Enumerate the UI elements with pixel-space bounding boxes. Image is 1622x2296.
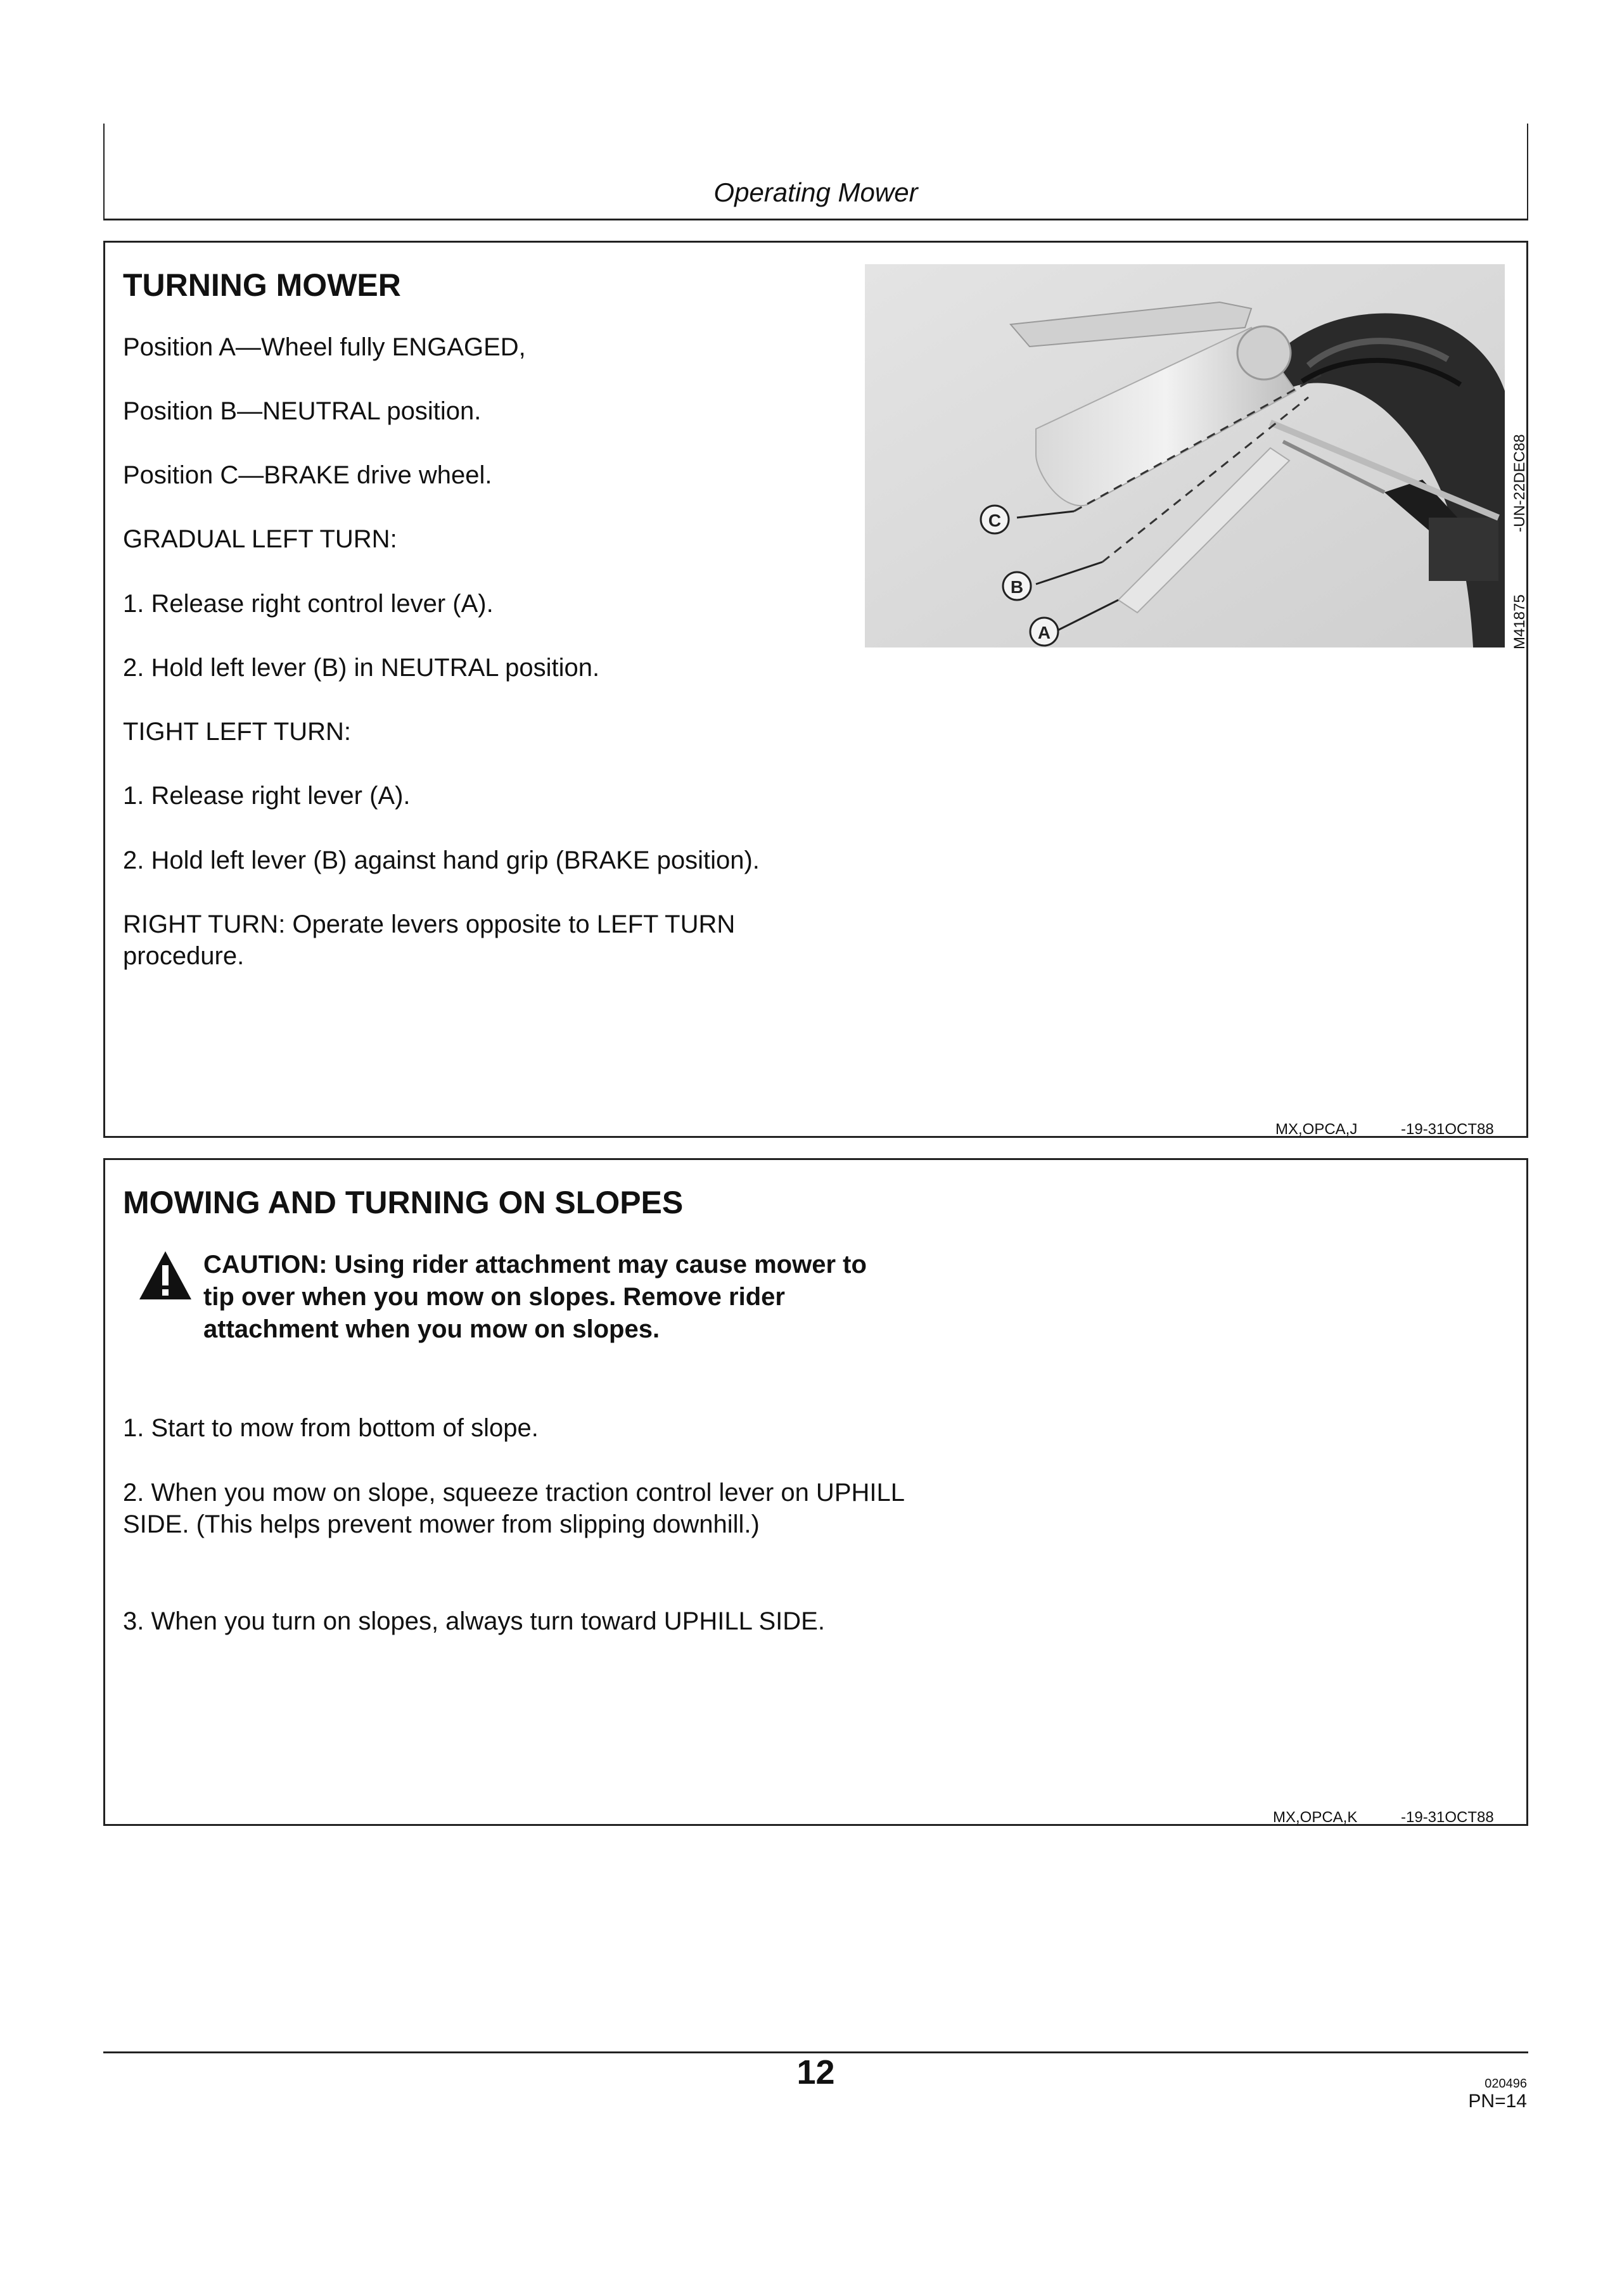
slopes-section [103,1158,1528,1826]
callout-b: B [1010,577,1024,597]
section-title: MOWING AND TURNING ON SLOPES [123,1185,684,1220]
paragraph: 1. Release right lever (A). [123,782,411,810]
image-code: M41875 [1511,594,1528,649]
paragraph: 2. Hold left lever (B) against hand grip (BRAKE position). [123,846,760,874]
lever-positions-photo [865,264,1505,647]
footer-code: MX,OPCA,K [1273,1809,1358,1826]
page-pn: PN=14 [1468,2091,1527,2112]
section-title: TURNING MOWER [123,267,401,303]
document-number: 020496 [1485,2077,1527,2091]
paragraph: 2. Hold left lever (B) in NEUTRAL position. [123,654,600,682]
warning-icon [138,1250,193,1301]
footer-code: MX,OPCA,J [1275,1121,1358,1138]
lever-illustration [865,264,1505,647]
page-number: 12 [796,2053,835,2091]
footer-date: -19-31OCT88 [1401,1121,1494,1138]
paragraph: 1. Start to mow from bottom of slope. [123,1414,539,1442]
paragraph: 1. Release right control lever (A). [123,590,494,618]
paragraph: TIGHT LEFT TURN: [123,718,352,746]
paragraph: Position C—BRAKE drive wheel. [123,461,492,489]
paragraph: GRADUAL LEFT TURN: [123,525,397,553]
paragraph: Position B—NEUTRAL position. [123,397,482,425]
paragraph: RIGHT TURN: Operate levers opposite to LEFT TURN procedure. [123,910,736,970]
page-header-title: Operating Mower [713,177,918,207]
image-code-suffix: -UN-22DEC88 [1511,434,1528,532]
callout-c: C [988,511,1002,530]
caution-text: CAUTION: Using rider attachment may cause mower to tip over when you mow on slopes. Remove rider attachment when you mow on slopes. [203,1251,867,1343]
paragraph: 3. When you turn on slopes, always turn toward UPHILL SIDE. [123,1607,825,1635]
header-rule [103,219,1528,220]
paragraph: 2. When you mow on slope, squeeze traction control lever on UPHILL SIDE. (This helps prevent mower from slipping downhill.) [123,1479,904,1538]
paragraph: Position A—Wheel fully ENGAGED, [123,333,526,361]
footer-date: -19-31OCT88 [1401,1809,1494,1826]
callout-a: A [1037,623,1051,642]
